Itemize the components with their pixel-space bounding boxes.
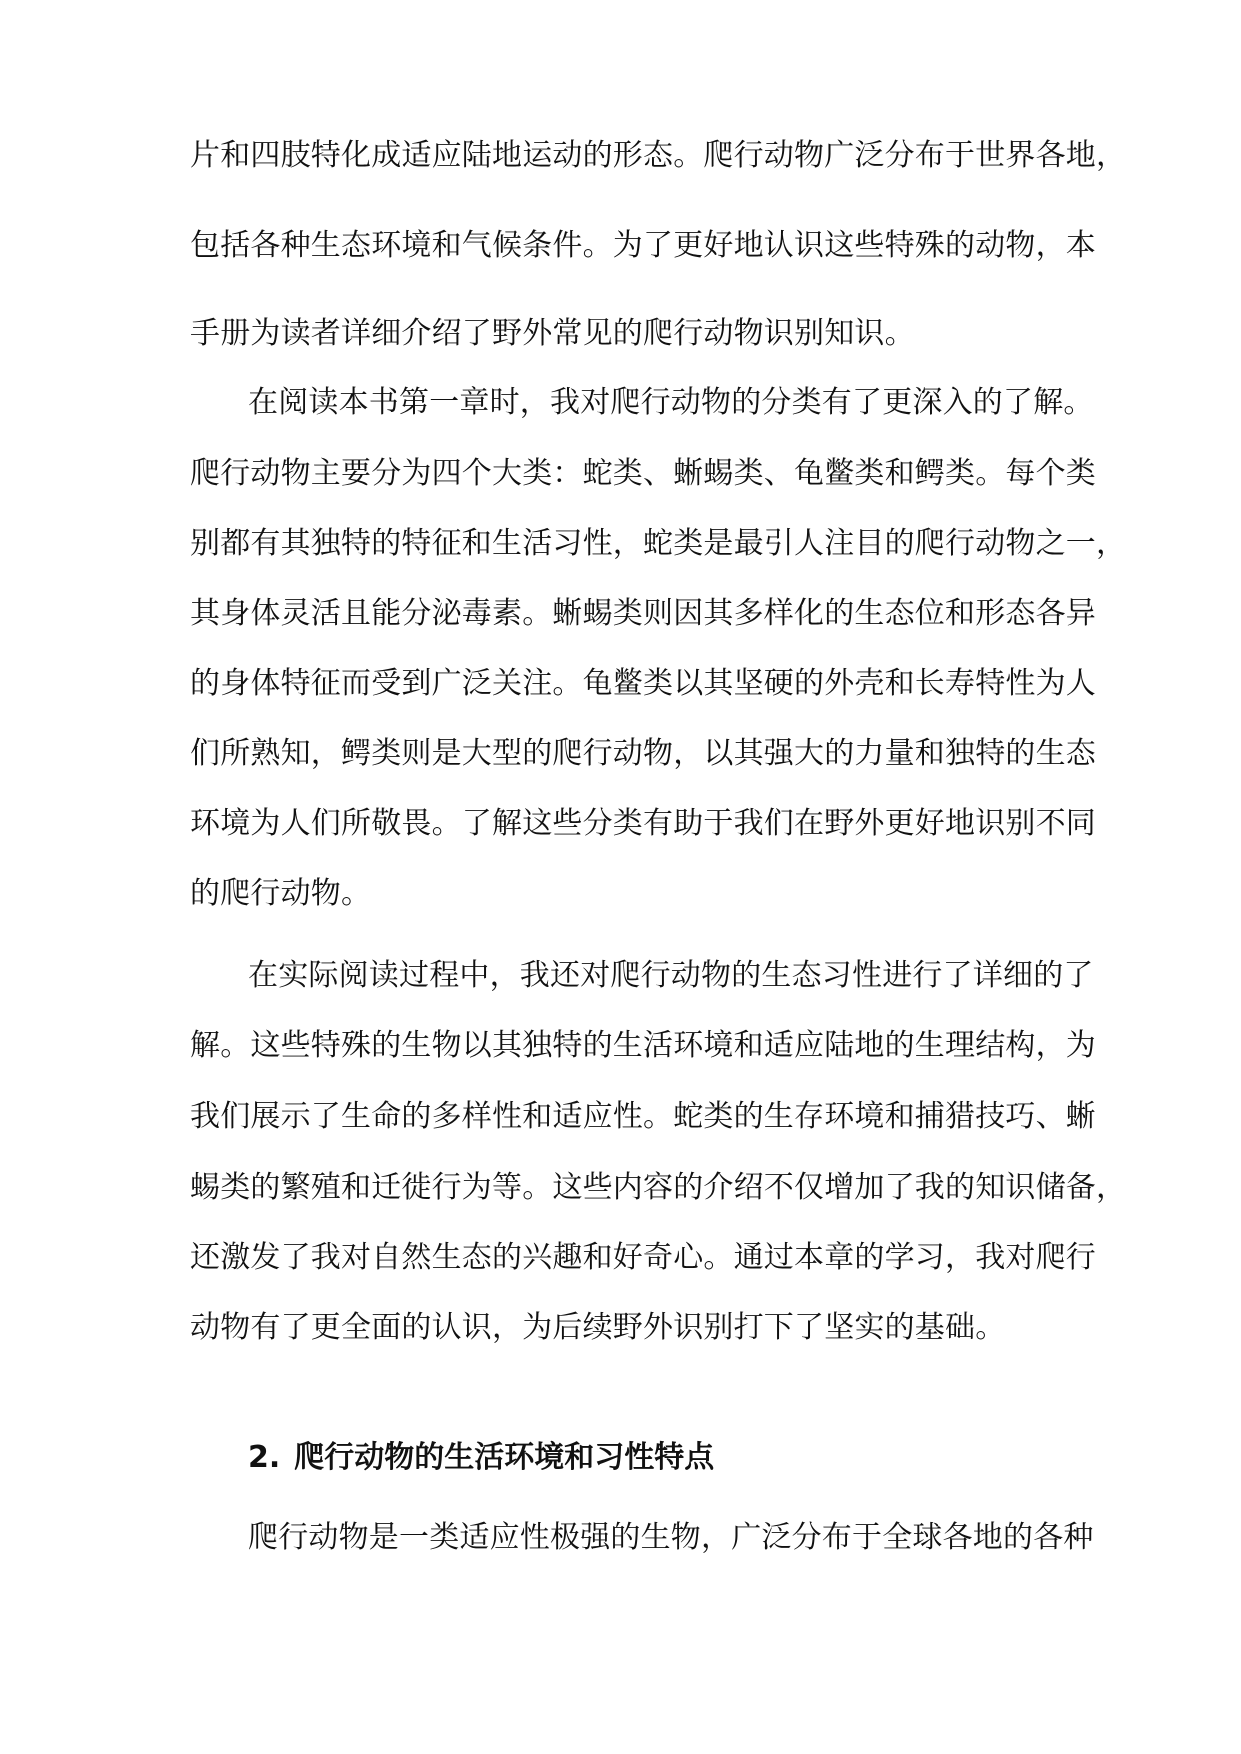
paragraph-3-line-1: 在实际阅读过程中，我还对爬行动物的生态习性进行了详细的了 [248, 958, 1094, 993]
section-title: 爬行动物的生活环境和习性特点 [294, 1440, 715, 1475]
section-number: 2. [248, 1440, 281, 1475]
paragraph-1-line-3: 手册为读者详细介绍了野外常见的爬行动物识别知识。 [190, 316, 915, 351]
paragraph-1-line-1: 片和四肢特化成适应陆地运动的形态。爬行动物广泛分布于世界各地， [190, 138, 1127, 173]
paragraph-3-line-6: 动物有了更全面的认识，为后续野外识别打下了坚实的基础。 [190, 1310, 1006, 1345]
section-heading [248, 1438, 714, 1478]
paragraph-3-line-3: 我们展示了生命的多样性和适应性。蛇类的生存环境和捕猎技巧、蜥 [190, 1099, 1096, 1134]
paragraph-2-line-7: 环境为人们所敬畏。了解这些分类有助于我们在野外更好地识别不同 [190, 806, 1096, 841]
paragraph-1-line-2: 包括各种生态环境和气候条件。为了更好地认识这些特殊的动物，本 [190, 228, 1096, 263]
paragraph-2-line-5: 的身体特征而受到广泛关注。龟鳖类以其坚硬的外壳和长寿特性为人 [190, 666, 1096, 701]
paragraph-2-line-3: 别都有其独特的特征和生活习性，蛇类是最引人注目的爬行动物之一， [190, 526, 1127, 561]
paragraph-2-line-4: 其身体灵活且能分泌毒素。蜥蜴类则因其多样化的生态位和形态各异 [190, 596, 1096, 631]
paragraph-4-line-1: 爬行动物是一类适应性极强的生物，广泛分布于全球各地的各种 [248, 1520, 1094, 1555]
paragraph-3-line-4: 蜴类的繁殖和迁徙行为等。这些内容的介绍不仅增加了我的知识储备， [190, 1170, 1127, 1205]
paragraph-2-line-1: 在阅读本书第一章时，我对爬行动物的分类有了更深入的了解。 [248, 385, 1094, 420]
paragraph-2-line-6: 们所熟知，鳄类则是大型的爬行动物，以其强大的力量和独特的生态 [190, 736, 1096, 771]
paragraph-2-line-2: 爬行动物主要分为四个大类：蛇类、蜥蜴类、龟鳖类和鳄类。每个类 [190, 456, 1096, 491]
paragraph-2-line-8: 的爬行动物。 [190, 876, 372, 911]
paragraph-3-line-2: 解。这些特殊的生物以其独特的生活环境和适应陆地的生理结构，为 [190, 1028, 1096, 1063]
paragraph-3-line-5: 还激发了我对自然生态的兴趣和好奇心。通过本章的学习，我对爬行 [190, 1240, 1096, 1275]
